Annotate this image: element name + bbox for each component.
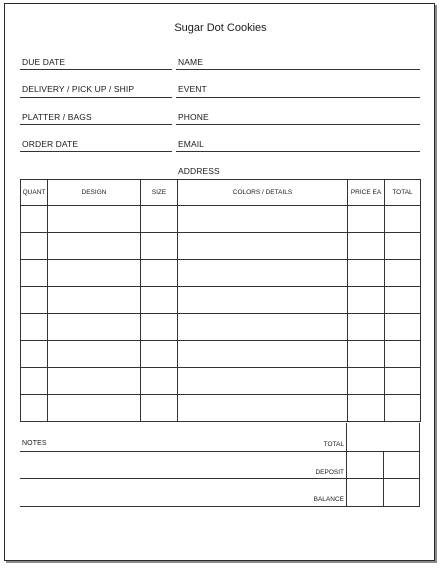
table-cell[interactable] xyxy=(178,233,348,260)
table-cell[interactable] xyxy=(348,368,385,395)
table-cell[interactable] xyxy=(48,341,141,368)
table-row xyxy=(21,395,421,422)
table-cell[interactable] xyxy=(385,395,421,422)
table-cell[interactable] xyxy=(48,260,141,287)
table-cell[interactable] xyxy=(141,395,178,422)
summary-divider-right xyxy=(419,423,420,506)
table-cell[interactable] xyxy=(348,260,385,287)
phone-label: PHONE xyxy=(178,112,209,122)
table-cell[interactable] xyxy=(178,206,348,233)
summary-divider-left xyxy=(346,423,347,506)
delivery-label: DELIVERY / PICK UP / SHIP xyxy=(22,84,135,94)
col-colors-details: COLORS / DETAILS xyxy=(178,180,348,206)
order-items-table xyxy=(20,179,421,422)
notes-label: NOTES xyxy=(22,440,47,447)
table-cell[interactable] xyxy=(21,260,48,287)
total-label: TOTAL xyxy=(323,441,344,448)
table-row xyxy=(21,368,421,395)
table-cell[interactable] xyxy=(48,368,141,395)
table-cell[interactable] xyxy=(21,314,48,341)
balance-line xyxy=(20,506,420,507)
delivery-line xyxy=(20,97,172,98)
table-cell[interactable] xyxy=(48,395,141,422)
due-date-line xyxy=(20,69,172,70)
email-label: EMAIL xyxy=(178,139,205,149)
table-cell[interactable] xyxy=(141,206,178,233)
table-row xyxy=(21,314,421,341)
table-cell[interactable] xyxy=(348,341,385,368)
table-cell[interactable] xyxy=(385,314,421,341)
col-size: SIZE xyxy=(141,180,178,206)
table-cell[interactable] xyxy=(141,287,178,314)
table-row xyxy=(21,341,421,368)
table-cell[interactable] xyxy=(178,260,348,287)
address-label: ADDRESS xyxy=(178,166,220,176)
table-cell[interactable] xyxy=(21,368,48,395)
col-price-ea: PRICE EA xyxy=(348,180,385,206)
table-header-row xyxy=(21,180,421,206)
table-cell[interactable] xyxy=(141,341,178,368)
event-line xyxy=(176,97,420,98)
platter-line xyxy=(20,124,172,125)
table-cell[interactable] xyxy=(178,287,348,314)
due-date-label: DUE DATE xyxy=(22,57,66,67)
table-cell[interactable] xyxy=(385,260,421,287)
table-row xyxy=(21,233,421,260)
table-cell[interactable] xyxy=(178,395,348,422)
deposit-line xyxy=(20,478,420,479)
table-cell[interactable] xyxy=(178,314,348,341)
col-quant: QUANT xyxy=(21,180,48,206)
table-cell[interactable] xyxy=(141,233,178,260)
balance-label: BALANCE xyxy=(313,496,344,503)
table-cell[interactable] xyxy=(48,314,141,341)
table-cell[interactable] xyxy=(21,206,48,233)
table-cell[interactable] xyxy=(178,368,348,395)
table-cell[interactable] xyxy=(141,368,178,395)
phone-line xyxy=(176,124,420,125)
table-cell[interactable] xyxy=(48,206,141,233)
table-cell[interactable] xyxy=(348,233,385,260)
platter-label: PLATTER / BAGS xyxy=(22,112,92,122)
table-cell[interactable] xyxy=(385,368,421,395)
table-cell[interactable] xyxy=(178,341,348,368)
table-cell[interactable] xyxy=(385,233,421,260)
email-line xyxy=(176,151,420,152)
table-cell[interactable] xyxy=(21,395,48,422)
table-cell[interactable] xyxy=(385,287,421,314)
form-title: Sugar Dot Cookies xyxy=(174,22,267,34)
table-row xyxy=(21,287,421,314)
deposit-label: DEPOSIT xyxy=(315,469,344,476)
table-cell[interactable] xyxy=(48,233,141,260)
name-line xyxy=(176,69,420,70)
table-cell[interactable] xyxy=(348,314,385,341)
table-cell[interactable] xyxy=(141,314,178,341)
total-line xyxy=(20,451,420,452)
name-label: NAME xyxy=(178,57,203,67)
table-cell[interactable] xyxy=(21,233,48,260)
table-row xyxy=(21,260,421,287)
table-cell[interactable] xyxy=(385,341,421,368)
table-cell[interactable] xyxy=(348,287,385,314)
table-cell[interactable] xyxy=(21,287,48,314)
order-date-label: ORDER DATE xyxy=(22,139,79,149)
table-row xyxy=(21,206,421,233)
col-total: TOTAL xyxy=(385,180,421,206)
order-date-line xyxy=(20,151,172,152)
table-cell[interactable] xyxy=(21,341,48,368)
table-cell[interactable] xyxy=(385,206,421,233)
table-cell[interactable] xyxy=(348,395,385,422)
event-label: EVENT xyxy=(178,84,207,94)
col-design: DESIGN xyxy=(48,180,141,206)
table-cell[interactable] xyxy=(48,287,141,314)
table-cell[interactable] xyxy=(141,260,178,287)
table-cell[interactable] xyxy=(348,206,385,233)
